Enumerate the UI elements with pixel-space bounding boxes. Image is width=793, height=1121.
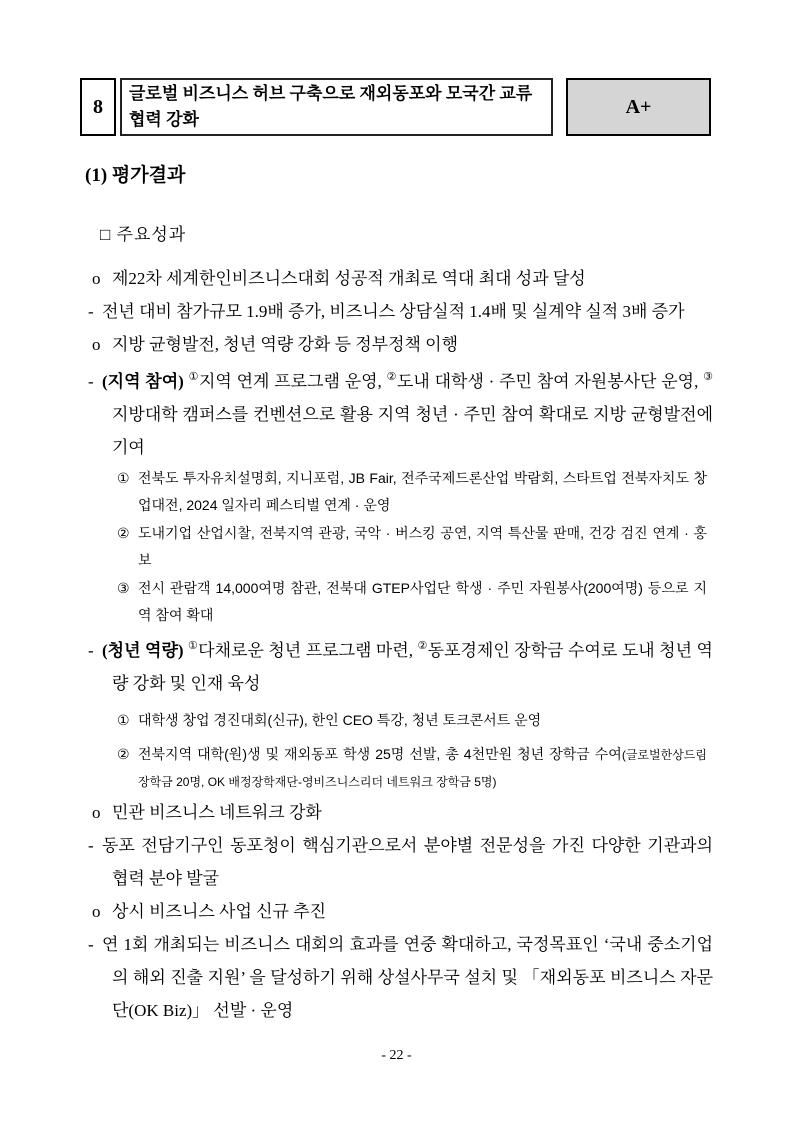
section-title: (1) 평가결과 <box>85 165 186 186</box>
circled-number-superscript: ① <box>188 371 199 383</box>
paragraph <box>88 295 713 328</box>
circled-number-marker: ② <box>117 525 130 541</box>
paragraph <box>88 630 713 700</box>
circled-number-marker: ② <box>117 746 130 762</box>
header-title: 글로벌 비즈니스 허브 구축으로 재외동포와 모국간 교류협력 강화 <box>129 84 533 129</box>
bullet-marker: o <box>92 902 101 921</box>
subsection-title: □ 주요성과 <box>100 225 187 244</box>
grade-badge <box>566 78 711 136</box>
text-segment: 상시 비즈니스 사업 신규 추진 <box>112 902 327 921</box>
paragraph <box>117 707 707 734</box>
paragraph <box>117 575 707 629</box>
paragraph <box>88 928 713 1027</box>
page-number: - 22 - <box>381 1048 412 1063</box>
item-number: 8 <box>93 95 103 118</box>
text-segment: (지역 참여) <box>102 372 189 391</box>
paragraph <box>92 328 713 361</box>
text-segment: 전북지역 대학(원)생 및 재외동포 학생 25명 선발, 총 4천만원 청년 장학금 수여 <box>138 746 622 762</box>
circled-number-marker: ① <box>117 712 130 728</box>
text-segment: (글로벌한상드림 장학금 20명, OK 배정장학재단-영비즈니스리더 네트워크 장학금 5명) <box>138 748 707 789</box>
paragraph <box>88 361 713 464</box>
text-segment: 전북도 투자유치설명회, 지니포럼, JB Fair, 전주국제드론산업 박람회, 스타트업 전북자치도 창업대전, 2024 일자리 페스티벌 연계 · 운영 <box>138 470 707 513</box>
text-segment: 대학생 창업 경진대회(신규), 한인 CEO 특강, 청년 토크콘서트 운영 <box>138 712 542 728</box>
text-segment: 다채로운 청년 프로그램 마련, <box>198 641 418 660</box>
bullet-marker: o <box>92 803 101 822</box>
bullet-marker: o <box>92 335 101 354</box>
circled-number-marker: ① <box>117 470 130 486</box>
text-segment: 지방대학 캠퍼스를 컨벤션으로 활용 지역 청년 · 주민 참여 확대로 지방 균형발전에 기여 <box>112 405 713 457</box>
circled-number-superscript: ③ <box>703 371 713 383</box>
text-segment: 전년 대비 참가규모 1.9배 증가, 비즈니스 상담실적 1.4배 및 실계약 실적 3배 증가 <box>102 302 685 321</box>
text-segment: 동포 전담기구인 동포청이 핵심기관으로서 분야별 전문성을 가진 다양한 기관과의 협력 분야 발굴 <box>102 836 713 888</box>
text-segment: 도내 대학생 · 주민 참여 자원봉사단 운영, <box>396 372 704 391</box>
bullet-marker: - <box>88 302 94 321</box>
item-number-box <box>80 78 116 136</box>
text-segment: 지역 연계 프로그램 운영, <box>198 372 387 391</box>
circled-number-superscript: ② <box>386 371 397 383</box>
circled-number-superscript: ① <box>188 640 199 652</box>
text-segment: 연 1회 개최되는 비즈니스 대회의 효과를 연중 확대하고, 국정목표인 ‘국내 중소기업의 해외 진출 지원’ 을 달성하기 위해 상설사무국 설치 및 「재외동포 비즈니스 자문단(OK Biz)」 선발 · 운영 <box>102 935 713 1020</box>
text-segment: 지방 균형발전, 청년 역량 강화 등 정부정책 이행 <box>112 335 459 354</box>
circled-number-marker: ③ <box>117 580 130 596</box>
bullet-marker: - <box>88 935 94 954</box>
bullet-marker: o <box>92 269 101 288</box>
paragraph <box>117 741 707 795</box>
text-segment: (청년 역량) <box>102 641 189 660</box>
bullet-marker: - <box>88 372 94 391</box>
paragraph <box>117 520 707 574</box>
paragraph <box>92 796 713 829</box>
grade-value: A+ <box>625 95 652 118</box>
text-segment: 전시 관람객 14,000여명 참관, 전북대 GTEP사업단 학생 · 주민 자원봉사(200여명) 등으로 지역 참여 확대 <box>138 580 707 623</box>
text-segment: 민관 비즈니스 네트워크 강화 <box>112 803 322 822</box>
paragraph <box>117 465 707 519</box>
circled-number-superscript: ② <box>417 640 428 652</box>
paragraph <box>92 895 713 928</box>
paragraph <box>88 829 713 895</box>
header-row <box>80 78 711 136</box>
text-segment: 동포경제인 장학금 수여로 도내 청년 역량 강화 및 인재 육성 <box>112 641 713 693</box>
paragraph <box>92 262 713 295</box>
header-title-box <box>120 78 553 136</box>
bullet-marker: - <box>88 836 94 855</box>
bullet-marker: - <box>88 641 94 660</box>
text-segment: 제22차 세계한인비즈니스대회 성공적 개최로 역대 최대 성과 달성 <box>112 269 586 288</box>
text-segment: 도내기업 산업시찰, 전북지역 관광, 국악 · 버스킹 공연, 지역 특산물 판매, 건강 검진 연계 · 홍보 <box>138 525 707 568</box>
body <box>88 262 713 1027</box>
